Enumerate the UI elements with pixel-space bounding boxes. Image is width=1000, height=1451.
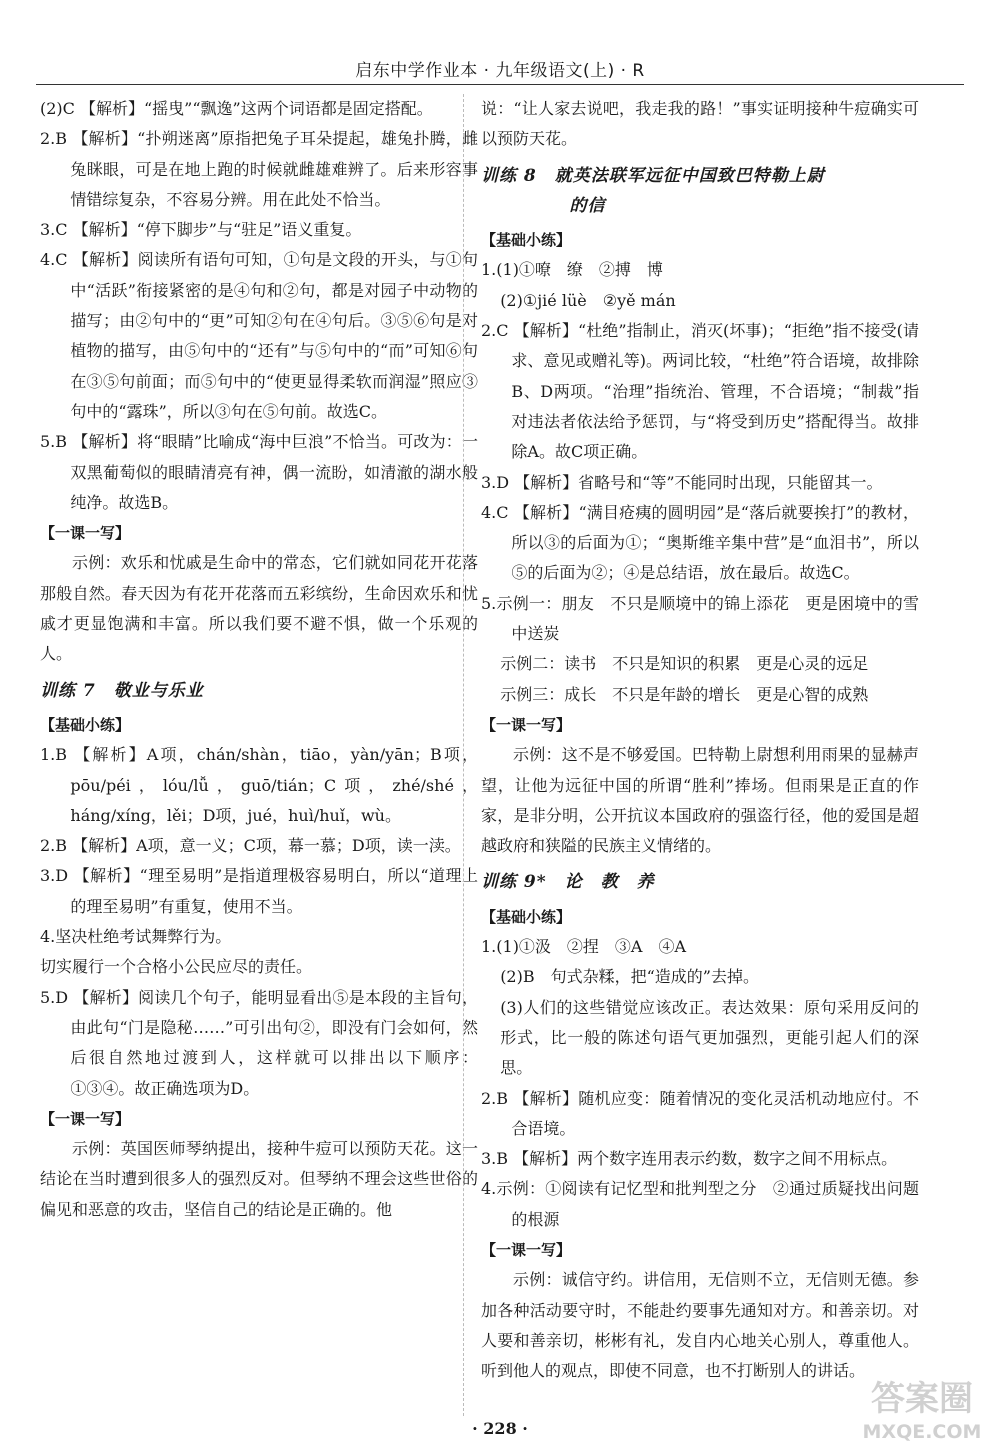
answer-paragraph: 说：“让人家去说吧，我走我的路！”事实证明接种牛痘确实可以预防天花。	[481, 99, 919, 149]
answer-paragraph: 1.(1)①嘹 缭 ②搏 博	[481, 260, 663, 280]
watermark-text: 答案圈	[871, 1379, 973, 1419]
left-column	[40, 94, 478, 1225]
watermark-url: MXQE.COM	[862, 1421, 982, 1443]
header-rule	[36, 84, 964, 85]
section-title	[481, 161, 919, 222]
section-title-continuation: 的信	[569, 195, 606, 216]
answer-paragraph: 2.B 【解析】随机应变：随着情况的变化灵活机动地应付。不合语境。	[481, 1088, 919, 1138]
subsection-heading: 【一课一写】	[481, 1240, 572, 1259]
answer-paragraph: 示例三：成长 不只是年龄的增长 更是心智的成熟	[500, 684, 869, 704]
answer-paragraph: 4.示例：①阅读有记忆型和批判型之分 ②通过质疑找出问题的根源	[481, 1179, 919, 1229]
answer-paragraph: 示例：欢乐和忧戚是生命中的常态，它们就如同花开花落那般自然。春天因为有花开花落而五彩缤纷，生命因欢乐和忧戚才更显饱满和丰富。所以我们要不避不惧，做一个乐观的人。	[40, 553, 478, 664]
answer-paragraph: 3.B 【解析】两个数字连用表示约数，数字之间不用标点。	[481, 1149, 898, 1169]
answer-paragraph: 4.坚决杜绝考试舞弊行为。	[40, 927, 232, 947]
answer-paragraph: 5.B 【解析】将“眼睛”比喻成“海中巨浪”不恰当。可改为：一双黑葡萄似的眼睛清亮有神，偶一流盼，如清澈的湖水般纯净。故选B。	[40, 432, 478, 512]
answer-paragraph: 示例：诚信守约。讲信用，无信则不立，无信则无德。参加各种活动要守时，不能赴约要事先通知对方。和善亲切。对人要和善亲切，彬彬有礼，发自内心地关心别人，尊重他人。听到他人的观点，即使不同意，也不打断别人的讲话。	[481, 1270, 919, 1381]
section-title-text: 训练 9* 论 教 养	[481, 872, 655, 893]
answer-paragraph: 示例二：读书 不只是知识的积累 更是心灵的远足	[500, 654, 869, 674]
answer-paragraph: (2)B 句式杂糅，把“造成的”去掉。	[500, 967, 759, 987]
answer-paragraph: 5.D 【解析】阅读几个句子，能明显看出⑤是本段的主旨句，由此句“门是隐秘……”可引出句②，即没有门会如何，然后很自然地过渡到人，这样就可以排出以下顺序：①③④。故正确选项为D。	[40, 987, 478, 1098]
answer-paragraph: (2)①jié lüè ②yě mán	[500, 290, 676, 310]
answer-paragraph: 示例：英国医师琴纳提出，接种牛痘可以预防天花。这一结论在当时遭到很多人的强烈反对。但琴纳不理会这些世俗的偏见和恶意的攻击，坚信自己的结论是正确的。他	[40, 1139, 478, 1219]
right-column	[481, 94, 919, 1386]
page-number: · 228 ·	[472, 1419, 528, 1438]
answer-paragraph: 3.D 【解析】省略号和“等”不能同时出现，只能留其一。	[481, 472, 883, 492]
answer-paragraph: (3)人们的这些错觉应该改正。表达效果：原句采用反问的形式，比一般的陈述句语气更加强烈，更能引起人们的深思。	[500, 997, 919, 1078]
section-title	[481, 867, 919, 897]
subsection-heading: 【一课一写】	[40, 524, 131, 543]
answer-paragraph: 4.C 【解析】阅读所有语句可知，①句是文段的开头，与①句中“活跃”衔接紧密的是④句和②句，都是对园子中动物的描写；由②句中的“更”可知②句在④句后。③⑤⑥句是对植物的描写，由⑤句中的“还有”与⑤句中的“而”可知⑥句在③⑤句前面；而⑤句中的“使更显得柔软而润湿”照应③句中的“露珠”，所以③句在⑤句前。故选C。	[40, 250, 478, 421]
subsection-heading: 【基础小练】	[481, 907, 572, 926]
subsection-heading: 【一课一写】	[40, 1109, 131, 1128]
answer-paragraph: 切实履行一个合格小公民应尽的责任。	[40, 957, 313, 977]
answer-paragraph: 示例：这不是不够爱国。巴特勒上尉想利用雨果的显赫声望，让他为远征中国的所谓“胜利”捧场。但雨果是正直的作家，是非分明，公开抗议本国政府的强盗行径，他的爱国是超越政府和狭隘的民族主义情绪的。	[481, 745, 919, 856]
section-title-text: 训练 7 敬业与乐业	[40, 680, 204, 701]
answer-paragraph: 2.C 【解析】“杜绝”指制止，消灭(坏事)；“拒绝”指不接受(请求、意见或赠礼等)。两词比较，“杜绝”符合语境，故排除B、D两项。“治理”指统治、管理，不合语境；“制裁”指对违法者依法给予惩罚，与“将受到历史”搭配得当。故排除A。故C项正确。	[481, 321, 919, 462]
answer-paragraph: 3.D 【解析】“理至易明”是指道理极容易明白，所以“道理上的理至易明”有重复，使用不当。	[40, 866, 478, 916]
subsection-heading: 【一课一写】	[481, 715, 572, 734]
answer-paragraph: 2.B 【解析】A项，意一义；C项，幕一慕；D项，读一渎。	[40, 836, 461, 856]
answer-paragraph: 5.示例一：朋友 不只是顺境中的锦上添花 更是困境中的雪中送炭	[481, 593, 919, 644]
answer-paragraph: 2.B 【解析】“扑朔迷离”原指把兔子耳朵提起，雄兔扑腾，雌兔眯眼，可是在地上跑的时候就雌雄难辨了。后来形容事情错综复杂，不容易分辨。用在此处不恰当。	[40, 129, 478, 209]
answer-paragraph: (2)C 【解析】“摇曳”“飘逸”这两个词语都是固定搭配。	[40, 99, 433, 118]
watermark-logo	[848, 1372, 996, 1446]
column-divider	[463, 94, 464, 1416]
answer-paragraph: 1.B 【解析】A项，chán/shàn，tiāo，yàn/yān；B项，pōu/péi，lóu/lǚ，guō/tián；C项，zhé/shé，háng/xíng，lěi；D项，jué，huì/huǐ，wù。	[40, 745, 478, 825]
answer-paragraph: 1.(1)①汲 ②捏 ③A ④A	[481, 937, 687, 957]
page-header: 启东中学作业本 · 九年级语文(上) · R	[355, 61, 645, 81]
section-title-text: 训练 8 就英法联军远征中国致巴特勒上尉	[481, 165, 825, 186]
answer-paragraph: 4.C 【解析】“满目疮痍的圆明园”是“落后就要挨打”的教材，所以③的后面为①；“奥斯维辛集中营”是“血泪书”，所以⑤的后面为②；④是总结语，放在最后。故选C。	[481, 502, 919, 583]
section-title	[40, 676, 478, 706]
subsection-heading: 【基础小练】	[40, 715, 131, 734]
subsection-heading: 【基础小练】	[481, 231, 572, 250]
answer-paragraph: 3.C 【解析】“停下脚步”与“驻足”语义重复。	[40, 220, 362, 240]
